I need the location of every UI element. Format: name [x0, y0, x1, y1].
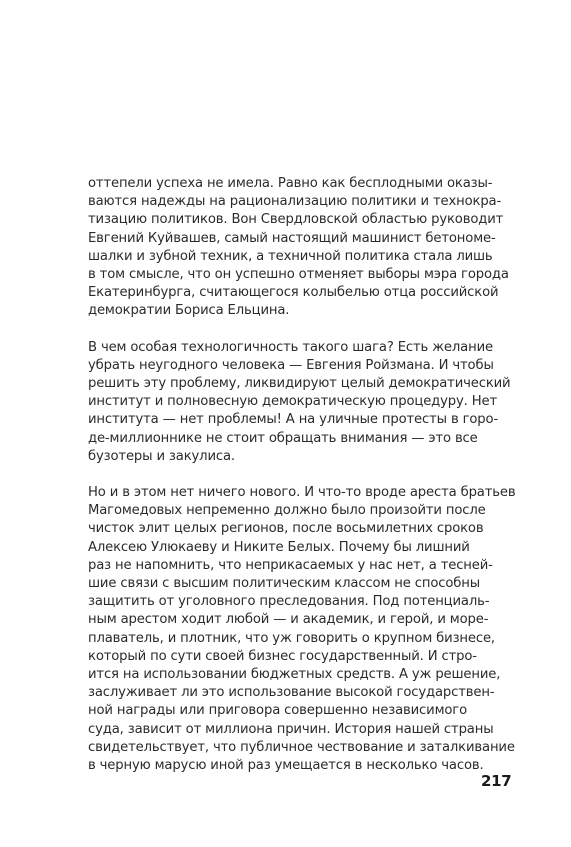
- text-line: Екатеринбурга, считающегося колыбелью отца российской: [88, 285, 499, 301]
- text-line: бузотеры и закулиса.: [88, 448, 235, 464]
- text-line: Евгений Куйвашев, самый настоящий машинист бетономе-: [88, 230, 496, 246]
- page-number: 217: [481, 772, 512, 790]
- text-line: оттепели успеха не имела. Равно как бесплодными оказы-: [88, 176, 493, 191]
- paragraph-3: [88, 484, 516, 775]
- text-line: де-миллионнике не стоит обращать внимания — это все: [88, 430, 478, 446]
- text-line: заслуживает ли это использование высокой государствен-: [88, 685, 495, 701]
- text-line: суда, зависит от миллиона причин. История нашей страны: [88, 721, 494, 737]
- text-line: Магомедовых непременно должно было произойти после: [88, 503, 486, 519]
- text-line: убрать неугодного человека — Евгения Ройзмана. И чтобы: [88, 357, 494, 373]
- text-line: демократии Бориса Ельцина.: [88, 303, 290, 319]
- text-line: шие связи с высшим политическим классом не способны: [88, 576, 480, 592]
- text-line: институт и полновесную демократическую процедуру. Нет: [88, 394, 498, 410]
- paragraph-1: [88, 175, 509, 321]
- text-line: защитить от уголовного преследования. Под потенциаль-: [88, 594, 490, 610]
- text-line: ным арестом ходит любой — и академик, и герой, и море-: [88, 612, 489, 628]
- paragraph-2: [88, 339, 511, 466]
- text-line: в черную марусю иной раз умещается в несколько часов.: [88, 758, 484, 774]
- text-line: свидетельствует, что публичное чествование и заталкивание: [88, 739, 515, 755]
- text-line: плаватель, и плотник, что уж говорить о крупном бизнесе,: [88, 630, 495, 646]
- text-line: тизацию политиков. Вон Свердловской областью руководит: [88, 212, 504, 228]
- text-line: шалки и зубной техник, а техничной политика стала лишь: [88, 248, 493, 264]
- text-line: института — нет проблемы! А на уличные протесты в горо-: [88, 412, 499, 428]
- text-line: ится на использовании бюджетных средств. А уж решение,: [88, 667, 501, 683]
- text-line: который по сути своей бизнес государственный. И стро-: [88, 648, 477, 664]
- text-line: в том смысле, что он успешно отменяет выборы мэра города: [88, 267, 509, 283]
- text-line: ваются надежды на рационализацию политики и технокра-: [88, 194, 502, 210]
- text-line: Но и в этом нет ничего нового. И что-то вроде ареста братьев: [88, 485, 516, 501]
- text-line: Алексею Улюкаеву и Никите Белых. Почему бы лишний: [88, 539, 470, 555]
- text-line: решить эту проблему, ликвидируют целый демократический: [88, 376, 511, 392]
- text-line: ной награды или приговора совершенно независимого: [88, 703, 467, 719]
- text-line: раз не напомнить, что неприкасаемых у нас нет, а тесней-: [88, 557, 493, 573]
- text-line: В чем особая технологичность такого шага? Есть желание: [88, 339, 493, 355]
- text-line: чисток элит целых регионов, после восьмилетних сроков: [88, 521, 484, 537]
